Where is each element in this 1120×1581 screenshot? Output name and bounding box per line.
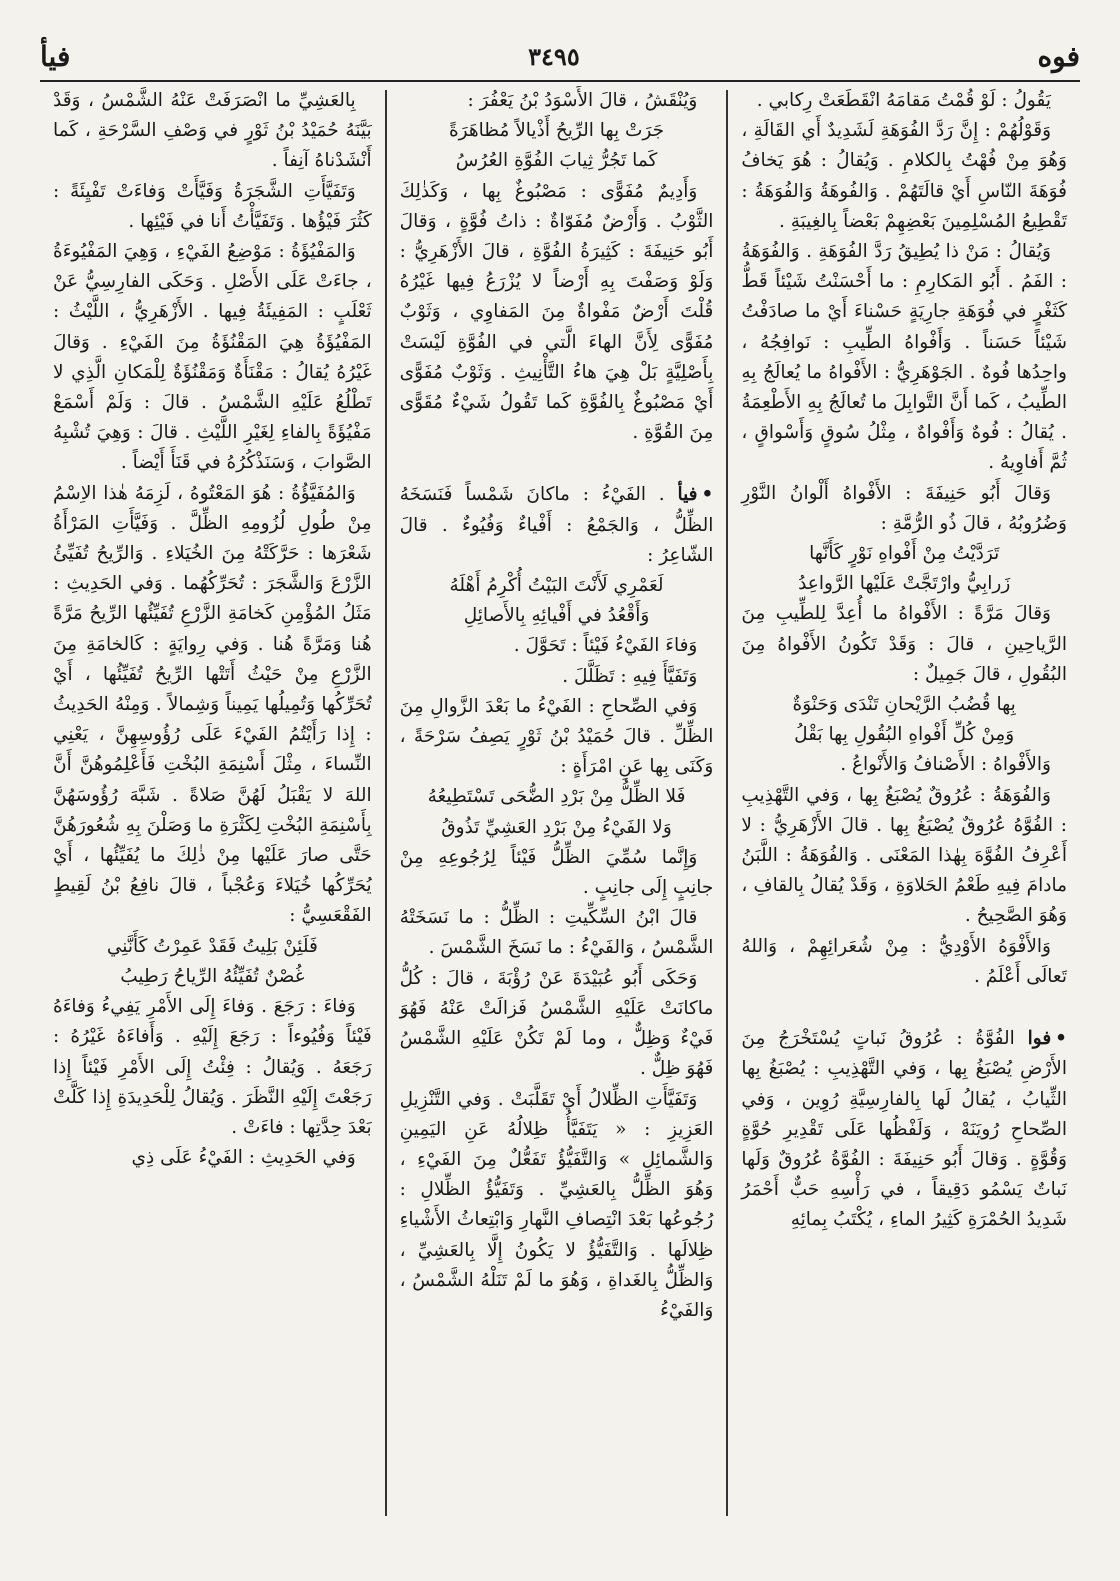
- text-paragraph: وَحَكَى أَبُو عُبَيْدَةَ عَنْ رُؤْبَةَ ، قالَ : كُلُّ ماكانَتْ عَلَيْهِ الشَّمْسُ فَزالَتْ عَنْهُ فَهُوَ فَيْءٌ وَظِلٌّ ، وما لَمْ تَكُنْ عَلَيْهِ الشَّمْسُ فَهُوَ ظِلٌّ .: [399, 967, 714, 1080]
- entry-headword: فيأ: [677, 484, 698, 506]
- text-paragraph: وَيُنْقَشُ ، قالَ الأَسْوَدُ بْنُ يَعْفُرَ :: [467, 90, 698, 111]
- entry-marker: •: [701, 484, 714, 506]
- verse-line: زَرابِيُّ وارْتَجَّتْ عَلَيْها الرَّواعِدُ: [798, 573, 1011, 595]
- text-paragraph: يَقُولُ : لَوْ قُمْتُ مَقامَهُ انْقَطَعَتْ رِكابي .: [756, 90, 1051, 111]
- text-paragraph: وَقالَ أَبُو حَنِيفَةَ : الأَفْواهُ أَلْوانُ النَّوْرِ وَضُرُوبُهُ ، قالَ ذُو الرُّمَّةِ :: [741, 482, 1067, 534]
- verse-line: غُصْنٌ تُفَيِّئُهُ الرِّياحُ رَطِيبُ: [120, 965, 305, 987]
- entry-paragraph: [400, 480, 714, 571]
- text-paragraph: وَتَفَيَّأَتِ الظِّلالُ أَيْ تَقَلَّبَتْ . وَفي التَّنْزِيلِ العَزِيزِ : « يَتَفَيَّأُ ظِلالُهُ عَنِ اليَمِينِ وَالشَّمائِلِ » وَالتَّفَيُّؤُ تَفَعُّلٌ مِنَ الفَيْءِ ، وَهُوَ الظِّلُّ بِالعَشِيِّ . وَتَفَيُّؤُ الظِّلالِ : رُجُوعُها بَعْدَ انْتِصافِ النَّهارِ وَابْتِعاثُ الأَشْياءِ ظِلالَها . وَالتَّفَيُّؤُ لا يَكُونُ إِلَّا بِالعَشِيِّ ، وَالظِّلُّ بِالغَداةِ ، وَهُوَ ما لَمْ تَنَلْهُ الشَّمْسُ ، وَالفَيْءُ: [399, 1088, 714, 1321]
- page-header: [40, 34, 1080, 78]
- column-middle: [387, 86, 727, 1556]
- verse-line: وَمِنْ كُلِّ أَفْواهِ البُقُولِ بِها بَقْلُ: [794, 724, 1015, 746]
- text-paragraph: وَتَفَيَّأَتِ الشَّجَرَةُ وَفَيَّأَتْ وَفاءَتْ تَفْيِئَةً : كَثُرَ فَيْؤُها . وَتَفَيَّأْتُ أَنا في فَيْئِها .: [53, 180, 372, 232]
- text-paragraph: وَفاءَ الفَيْءُ فَيْئاً : تَحَوَّلَ .: [513, 635, 698, 657]
- text-paragraph: قالَ ابْنُ السِّكِّيتِ : الظِّلُّ : ما نَسَخَتْهُ الشَّمْسُ ، وَالفَيْءُ : ما نَسَخَ الشَّمْسَ .: [399, 907, 714, 959]
- verse-line: فَلَئِنْ بَلِيتُ فَقَدْ عَمِرْتُ كَأَنَّنِي: [106, 935, 318, 957]
- column-left: [40, 86, 385, 1556]
- verse-line: جَرَتْ بِها الرِّيحُ أَذْيالاً مُظاهَرَةً: [448, 120, 665, 142]
- text-paragraph: وَإِنَّما سُمِّيَ الظِّلُّ فَيْئاً لِرُجُوعِهِ مِنْ جانِبٍ إِلَى جانِبٍ .: [399, 846, 714, 899]
- text-paragraph: وَالأَفْواهُ : الأَصْنافُ وَالأَنْواعُ .: [840, 754, 1051, 776]
- entry-paragraph: [741, 1024, 1067, 1235]
- running-headword-left: فيأ: [40, 39, 71, 73]
- text-paragraph: وَفي الصِّحاحِ : الفَيْءُ ما بَعْدَ الزَّوالِ مِنَ الظِّلِّ . قالَ حُمَيْدُ بْنُ ثَوْرٍ يَصِفُ سَرْحَةً ، وَكَنَى بِها عَنِ امْرَأَةٍ :: [399, 695, 714, 778]
- verse-line: وَلا الفَيْءُ مِنْ بَرْدِ العَشِيِّ تَذُوقُ: [441, 816, 672, 838]
- text-paragraph: وَيُقالُ : مَنْ ذا يُطِيقُ رَدَّ الفُوَهَةِ . وَالفُوَهَةُ : الفَمُ . أَبُو المَكارِمِ : ما أَحْسَنْتُ شَيْئاً قَطُّ كَثَغْرٍ في فُوَهَةِ جارِيَةٍ حَسْناءَ أَيْ ما صادَفْتُ شَيْئاً حَسَناً . وَأَفْواهُ الطِّيبِ : نَوافِجُهُ ، واحِدُها فُوهٌ . الجَوْهَرِيُّ : الأَفْواهُ ما يُعالَجُ بِهِ الطِّيبُ ، كَما أَنَّ التَّوابِلَ ما تُعالَجُ بِهِ الأَطْعِمَةُ . يُقالُ : فُوهٌ وَأَفْواهٌ ، مِثْلُ سُوقٍ وَأَسْواقٍ ، ثُمَّ أَفاوِيهُ .: [741, 241, 1067, 474]
- text-paragraph: وَالأَفْوَهُ الأَوْدِيُّ : مِنْ شُعَرائِهِمْ ، وَاللهُ تَعالَى أَعْلَمُ .: [741, 935, 1067, 987]
- text-paragraph: وَقالَ مَرَّةً : الأَفْواهُ ما أُعِدَّ لِلطِّيبِ مِنَ الرَّياحِينِ ، قالَ : وَقَدْ تَكُونُ الأَفْواهُ مِنَ البُقُولِ ، قالَ جَمِيلٌ :: [741, 603, 1067, 685]
- verse-line: كَما تَجُرُّ ثِيابَ الفُوَّةِ العُرُسُ: [455, 150, 658, 172]
- verse-line: تَرَدَّيْتُ مِنْ أَفْواهِ نَوْرٍ كَأَنَّها: [809, 543, 1000, 565]
- verse-line: فَلا الظِّلُّ مِنْ بَرْدِ الضُّحَى تَسْتَطِيعُهُ: [427, 786, 686, 808]
- column-right: [728, 86, 1080, 1556]
- text-paragraph: وَفاءَ : رَجَعَ . وَفاءَ إِلَى الأَمْرِ يَفِيءُ وَفاءَهُ فَيْئاً وَفُيُوءاً : رَجَعَ إِلَيْهِ . وَأَفاءَهُ غَيْرُهُ : رَجَعَهُ . وَيُقالُ : فِئْتُ إِلَى الأَمْرِ فَيْئاً إِذا رَجَعْتَ إِلَيْهِ النَّظَرَ . وَيُقالُ لِلْحَدِيدَةِ إِذا كَلَّتْ بَعْدَ حِدَّتِها : فاءَتْ .: [53, 996, 372, 1138]
- verse-line: وَأَقْعُدُ في أَفْيائِهِ بِالأَصائِلِ: [463, 605, 650, 627]
- entry-gap: [400, 448, 714, 466]
- page-number: ٣٤٩٥: [528, 41, 580, 71]
- text-paragraph: وَالفُوَهَةُ : عُرُوقٌ يُصْبَغُ بِها ، وَفي التَّهْذِيبِ : الفُوَّهُ عُرُوقٌ يُصْبَغُ بِها . قالَ الأَزْهَرِيُّ : لا أَعْرِفُ الفُوَّهَ بِهٰذا المَعْنَى . وَالفُوَهَةُ : اللَّبَنُ مادامَ فِيهِ طَعْمُ الحَلاوَةِ ، وَقَدْ يُقالُ بِالقافِ ، وَهُوَ الصَّحِيحُ .: [741, 784, 1067, 927]
- text-paragraph: وَالمُفَيَّؤُةُ : هُوَ المَعْتُوهُ ، لَزِمَهُ هٰذا الاِسْمُ مِنْ طُولِ لُزُومِهِ الظِّلَّ . وَفَيَّأَتِ المَرْأَةُ شَعْرَها : حَرَّكَتْهُ مِنَ الخُيَلاءِ . وَالرِّيحُ تُفَيِّئُ الزَّرْعَ وَالشَّجَرَ : تُحَرِّكُهُما . وَفي الحَدِيثِ : مَثَلُ المُؤْمِنِ كَخامَةِ الزَّرْعِ تُفَيِّئُها الرِّيحُ مَرَّةً هُنا وَمَرَّةً هُنا . وَفي رِوايَةٍ : كَالخامَةِ مِنَ الزَّرْعِ مِنْ حَيْثُ أَتَتْها الرِّيحُ تُفَيِّئُها ، أَيْ تُحَرِّكُها وَتُمِيلُها يَمِيناً وَشِمالاً . وَمِنْهُ الحَدِيثُ : إِذا رَأَيْتُمُ الفَيْءَ عَلَى رُؤُوسِهِنَّ ، يَعْنِي النِّساءَ ، مِثْلَ أَسْنِمَةِ البُخْتِ فَأَعْلِمُوهُنَّ أَنَّ اللهَ لا يَقْبَلُ لَهُنَّ صَلاةً . شَبَّهَ رُؤُوسَهُنَّ بِأَسْنِمَةِ البُخْتِ لِكَثْرَةِ ما وَصَلْنَ بِهِ شُعُورَهُنَّ حَتَّى صارَ عَلَيْها مِنْ ذٰلِكَ ما يُفَيِّئُها ، أَيْ يُحَرِّكُها خُيَلاءَ وَعُجْباً ، قالَ نافِعُ بْنُ لَقِيطٍ الفَقْعَسِيُّ :: [53, 482, 372, 927]
- header-rule: [40, 80, 1080, 82]
- text-paragraph: وَتَفَيَّأَ فِيهِ : تَظَلَّلَ .: [562, 665, 698, 687]
- text-paragraph: وَأَدِيمٌ مُفَوًّى : مَصْبُوغٌ بِها ، وَكَذٰلِكَ الثَّوْبُ . وَأَرْضٌ مُفَوّاةٌ : ذاتُ فُوَّةٍ ، وَقالَ أَبُو حَنِيفَةَ : كَثِيرَةُ الفُوَّةِ ، قالَ الأَزْهَرِيُّ : وَلَوْ وَصَفْتَ بِهِ أَرْضاً لا يُزْرَعُ فِيها غَيْرُهُ قُلْتَ أَرْضٌ مَفْواةٌ مِنَ المَفاوِي ، وَثَوْبٌ مُفَوًّى لِأَنَّ الهاءَ الَّتي في الفُوَّةِ لَيْسَتْ بِأَصْلِيَّةٍ بَلْ هِيَ هاءُ التَّأْنِيثِ . وَثَوْبٌ مُفَوًّى أَيْ مَصْبُوغٌ بِالفُوَّةِ كَما تَقُولُ شَيْءٌ مُقَوًّى مِنَ القُوَّةِ .: [399, 180, 714, 444]
- running-headword-right: فوه: [1037, 39, 1080, 73]
- text-paragraph: وَالمَفْيُؤَةُ : مَوْضِعُ الفَيْءِ ، وَهِيَ المَفْيُوءَةُ ، جاءَتْ عَلَى الأَصْلِ . وَحَكَى الفارِسِيُّ عَنْ ثَعْلَبٍ : المَفِيئَةُ فِيها . الأَزْهَرِيُّ ، اللَّيْثُ : المَفْيُؤَةُ هِيَ المَقْنُؤَةُ مِنَ الفَيْءِ . وَقالَ غَيْرُهُ يُقالُ : مَقْنَأَةٌ وَمَقْنُؤَةٌ لِلْمَكانِ الَّذِي لا تَطْلُعُ عَلَيْهِ الشَّمْسُ . قالَ : وَلَمْ أَسْمَعْ مَفْيُؤَةً بِالفاءِ لِغَيْرِ اللَّيْثِ . قالَ : وَهِيَ تُشْبِهُ الصَّوابَ ، وَسَنَذْكُرُهُ في قَنَأَ أَيْضاً .: [53, 241, 372, 474]
- text-columns: [40, 86, 1080, 1556]
- text-paragraph: وَقَوْلُهُمْ : إِنَّ رَدَّ الفُوَهَةِ لَشَدِيدٌ أَي القَالَةِ ، وَهُوَ مِنْ فُهْتُ بِالكلامِ . وَيُقالُ : هُوَ يَخافُ فُوَهَةَ النّاسِ أَيْ قالَتَهُمْ . وَالفُوهَةُ وَالفُوَهَةُ : تَقْطِيعُ المُسْلِمِينَ بَعْضِهِمْ بَعْضاً بِالغِيبَةِ .: [741, 120, 1067, 232]
- entry-text: الفُوَّةُ : عُرُوقُ نَباتٍ يُسْتَخْرَجُ مِنَ الأَرْضِ يُصْبَغُ بِها ، وَفي التَّهْذِيبِ : يُصْبَغُ بِها الثِّيابُ ، يُقالُ لَها بِالفارِسِيَّةِ رُوِين ، وَفي الصِّحاحِ رُويَنَهْ ، وَلَفْظُها عَلَى تَقْدِيرِ حُوَّةٍ وَقُوَّةٍ . وَقالَ أَبُو حَنِيفَةَ : الفُوَّةُ عُرُوقٌ وَلَها نَباتٌ يَسْمُو دَقِيقاً ، في رَأْسِهِ حَبٌّ أَحْمَرُ شَدِيدُ الحُمْرَةِ كَثِيرُ الماءِ ، يُكْتَبُ بِمائِهِ: [741, 1028, 1067, 1231]
- entry-text: . الفَيْءُ : ماكانَ شَمْساً فَنَسَخَهُ الظِّلُّ ، وَالجَمْعُ : أَفْياءٌ وَفُيُوءٌ . قالَ الشّاعِرُ :: [399, 484, 714, 566]
- text-paragraph: وَفي الحَدِيثِ : الفَيْءُ عَلَى ذِي: [131, 1147, 356, 1169]
- entry-gap: [741, 992, 1067, 1010]
- entry-headword: فوا: [1027, 1028, 1052, 1050]
- verse-line: بِها قُضُبُ الرَّيْحانِ تَنْدَى وَحَنْوَةٌ: [792, 694, 1016, 716]
- verse-line: لَعَمْرِي لَأَنْتَ البَيْتُ أُكْرِمُ أَهْلَهُ: [449, 575, 664, 597]
- entry-marker: •: [1055, 1028, 1067, 1050]
- text-paragraph: بِالعَشِيِّ ما انْصَرَفَتْ عَنْهُ الشَّمْسُ ، وَقَدْ بَيَّنَهُ حُمَيْدُ بْنُ ثَوْرٍ في وَصْفِ السَّرْحَةِ ، كَما أَنْشَدْناهُ آنِفاً .: [53, 90, 372, 172]
